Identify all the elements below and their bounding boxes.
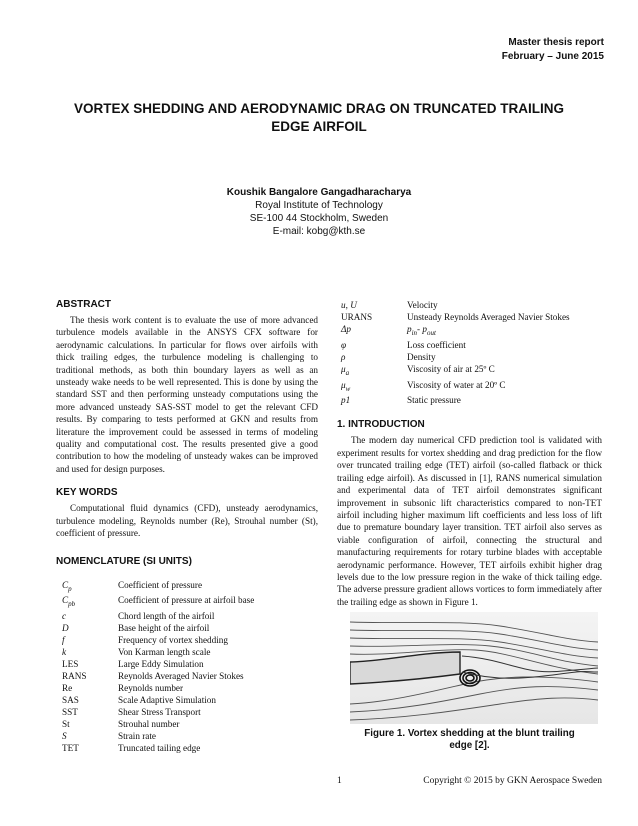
nomenclature-symbol: SAS [62,695,79,706]
nomenclature-desc: Viscosity of air at 25º C [407,363,495,374]
nomenclature-symbol: TET [62,743,79,754]
nomenclature-desc: Reynolds number [118,683,184,694]
introduction-text: The modern day numerical CFD prediction tool is validated with experiment results for vortex shedding and drag prediction for the flow over truncated trailing edge (TET) airfoil (so-called flatback or thick trailing edge airfoil). As discussed in [1], RANS numerical simulation and experimental data of TET airfoil demonstrates significant improvement in subsonic lift characteristics compared to non-TET airfoil including higher maximum lift coefficients and less loss of lift due to premature boundary layer transition. TET airfoil also serves as viable configuration of airfoil, connecting the structural and manufacturing requirements for rotary turbine blades with acceptable aerodynamic performance. However, TET airfoils exhibit higher drag levels due to the low pressure region in the wake of thick tailing edge. The adverse pressure gradient allows vortices to form immediately after the trailing edge as shown in Figure 1. [337,435,602,607]
nomenclature-symbol: u, U [341,300,357,310]
nomenclature-desc: Density [407,351,436,362]
report-header [502,36,604,64]
nomenclature-desc: Velocity [407,300,438,310]
nomenclature-row [62,682,254,694]
nomenclature-desc: Loss coefficient [407,339,466,350]
nomenclature-desc: Coefficient of pressure at airfoil base [118,595,255,606]
author-address: SE-100 44 Stockholm, Sweden [249,213,389,224]
nomenclature-desc: $p_{in}-$ $p_{out}$ [407,324,436,337]
nomenclature-row [62,718,254,730]
nomenclature-symbol: S [62,731,67,742]
nomenclature-symbol: k [62,647,67,658]
nomenclature-symbol: URANS [341,312,373,322]
nomenclature-symbol: Re [62,683,73,694]
author-block [0,186,638,238]
nomenclature-desc: Static pressure [407,395,461,406]
nomenclature-desc: Von Karman length scale [118,647,211,658]
author-email: E-mail: kobg@kth.se [272,226,366,237]
left-column [56,299,318,754]
nomenclature-desc: Viscosity of water at 20º C [407,379,506,390]
nomenclature-symbol: LES [62,659,79,670]
title-line-2: EDGE AIRFOIL [271,119,367,134]
report-type: Master thesis report [508,37,604,48]
nomenclature-row [62,670,254,682]
abstract-heading: ABSTRACT [56,299,111,310]
nomenclature-row [341,379,570,395]
nomenclature-symbol: c [62,611,67,622]
nomenclature-row [62,594,254,610]
nomenclature-table [62,579,254,755]
nomenclature-row [62,646,254,658]
nomenclature-desc: Base height of the airfoil [118,623,210,634]
paper-title [60,100,578,136]
copyright-notice: Copyright © 2015 by GKN Aerospace Sweden [423,776,602,786]
nomenclature-symbol: $C_{pb}$ [62,595,76,609]
introduction-heading: 1. INTRODUCTION [337,419,425,431]
author-institution: Royal Institute of Technology [255,200,383,211]
figure-caption-line-2: edge [2]. [449,740,490,751]
nomenclature-symbol: D [62,623,69,634]
nomenclature-desc: Shear Stress Transport [118,707,201,718]
nomenclature-symbol: Δp [341,324,351,334]
vortex-shedding-figure [350,612,598,724]
nomenclature-desc: Chord length of the airfoil [118,611,215,622]
nomenclature-row [62,579,254,595]
nomenclature-symbol: $\mu_w$ [341,379,351,393]
nomenclature-symbol: φ [341,339,347,350]
abstract-text: The thesis work content is to evaluate the use of more advanced turbulence models available in the ANSYS CFX software for aerodynamic calculations. In particular for flows over airfoils with thick trailing edges, the turbulence modeling is challenging to traditional methods, as both thin boundary layers as well as an unsteady wake needs to be well represented. This is done by using the standard SST and then performing unsteady computations using the more advanced unsteady SAS-SST model to get the relevant CFD results. By comparing to tests performed at GKN and results from literature the improvement could be assessed in terms of modeling quality and computational cost. The results presented give a good contribution to how the modeling of unsteady wakes can be improved and used for design purposes. [56,315,318,474]
nomenclature-row [62,622,254,634]
nomenclature-desc: Strouhal number [118,719,180,730]
nomenclature-desc: Scale Adaptive Simulation [118,695,216,706]
nomenclature-desc: Large Eddy Simulation [118,659,204,670]
nomenclature-row [62,634,254,646]
nomenclature-symbol: f [62,635,65,646]
keywords-text: Computational fluid dynamics (CFD), unsteady aerodynamics, turbulence modeling, Reynolds number (Re), Strouhal number (St), coefficient of pressure. [56,503,318,539]
nomenclature-table-continued [341,299,570,406]
nomenclature-desc: Frequency of vortex shedding [118,635,228,646]
streamline-image [350,612,598,724]
nomenclature-symbol: $\mu_a$ [341,363,350,377]
nomenclature-row [341,351,570,363]
nomenclature-heading: NOMENCLATURE (SI UNITS) [56,555,192,567]
title-line-1: VORTEX SHEDDING AND AERODYNAMIC DRAG ON TRUNCATED TRAILING [73,101,564,116]
nomenclature-row [62,610,254,622]
nomenclature-row [341,394,570,406]
nomenclature-symbol: SST [62,707,78,718]
nomenclature-symbol: p1 [341,395,351,406]
nomenclature-desc: Coefficient of pressure [118,579,203,590]
figure-caption [337,728,602,752]
page-number: 1 [337,776,342,786]
nomenclature-row [341,339,570,351]
nomenclature-desc: Strain rate [118,731,157,742]
nomenclature-desc: Unsteady Reynolds Averaged Navier Stokes [407,312,570,322]
nomenclature-symbol: RANS [62,671,87,682]
nomenclature-row [62,658,254,670]
nomenclature-symbol: $C_p$ [62,579,72,593]
keywords-heading: KEY WORDS [56,487,118,499]
nomenclature-row [62,742,254,754]
nomenclature-row [341,299,570,311]
nomenclature-row [341,363,570,379]
nomenclature-desc: Truncated tailing edge [118,743,201,754]
nomenclature-row [341,323,570,339]
figure-caption-line-1: Figure 1. Vortex shedding at the blunt trailing [364,728,575,739]
author-name: Koushik Bangalore Gangadharacharya [226,187,412,198]
nomenclature-symbol: ρ [341,351,346,362]
nomenclature-row [62,694,254,706]
nomenclature-row [62,730,254,742]
nomenclature-row [62,706,254,718]
report-date: February – June 2015 [501,51,604,62]
nomenclature-row [341,311,570,323]
nomenclature-symbol: St [62,719,70,730]
right-column [337,299,602,608]
nomenclature-desc: Reynolds Averaged Navier Stokes [118,671,244,682]
